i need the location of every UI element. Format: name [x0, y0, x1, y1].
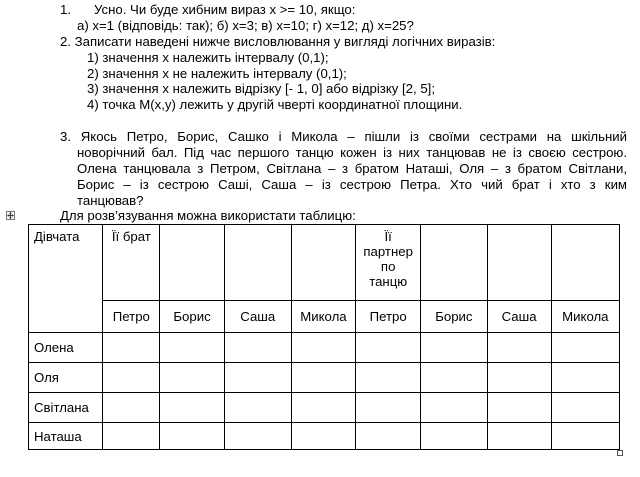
- task3-line-5: танцював?: [77, 193, 144, 208]
- table-cell[interactable]: [551, 333, 619, 363]
- table-cell[interactable]: [421, 393, 487, 423]
- table-cell[interactable]: [291, 393, 355, 423]
- table-cell[interactable]: [103, 423, 160, 450]
- girl-row-label: Світлана: [29, 393, 103, 423]
- empty-header-cell: [487, 225, 551, 301]
- task1-number: 1.: [60, 2, 71, 17]
- table-cell[interactable]: [224, 363, 291, 393]
- girl-row-label: Олена: [29, 333, 103, 363]
- task3-line-4: Борис – із сестрою Саші, Саша – із сестрою Петра. Хто чий брат і хто з ким: [77, 177, 627, 192]
- task2-item-4: 4) точка M(x,y) лежить у другій чверті координатної площини.: [87, 97, 463, 112]
- table-cell[interactable]: [160, 363, 224, 393]
- table-cell[interactable]: [103, 393, 160, 423]
- table-cell[interactable]: [551, 423, 619, 450]
- girl-row-label: Оля: [29, 363, 103, 393]
- table-cell[interactable]: [224, 393, 291, 423]
- table-cell[interactable]: [160, 333, 224, 363]
- move-cross-icon[interactable]: [6, 211, 15, 220]
- table-cell[interactable]: [356, 333, 421, 363]
- boy-header: Саша: [487, 301, 551, 333]
- table-cell[interactable]: [487, 333, 551, 363]
- task2-item-1: 1) значення x належить інтервалу (0,1);: [87, 50, 329, 65]
- table-cell[interactable]: [551, 393, 619, 423]
- boy-header: Петро: [103, 301, 160, 333]
- table-cell[interactable]: [291, 333, 355, 363]
- empty-header-cell: [224, 225, 291, 301]
- table-cell[interactable]: [356, 363, 421, 393]
- boy-header: Борис: [160, 301, 224, 333]
- table-cell[interactable]: [421, 333, 487, 363]
- corner-header: Дівчата: [29, 225, 103, 333]
- table-cell[interactable]: [487, 423, 551, 450]
- table-cell[interactable]: [160, 393, 224, 423]
- task2-item-2: 2) значення x не належить інтервалу (0,1);: [87, 66, 347, 81]
- empty-header-cell: [551, 225, 619, 301]
- task2-item-3: 3) значення x належить відрізку [- 1, 0] або відрізку [2, 5];: [87, 81, 436, 96]
- table-cell[interactable]: [291, 363, 355, 393]
- table-cell[interactable]: [291, 423, 355, 450]
- resize-square-icon[interactable]: [617, 450, 623, 456]
- girl-row-label: Наташа: [29, 423, 103, 450]
- table-cell[interactable]: [487, 393, 551, 423]
- empty-header-cell: [160, 225, 224, 301]
- table-cell[interactable]: [487, 363, 551, 393]
- task2-intro: 2. Записати наведені нижче висловлювання у вигляді логічних виразів:: [60, 34, 496, 49]
- task3-line-1: 3. Якось Петро, Борис, Сашко і Микола – пішли із своїми сестрами на шкільний: [60, 129, 627, 144]
- partner-header: Її партнер по танцю: [356, 225, 421, 301]
- task1-question: Усно. Чи буде хибним вираз x >= 10, якщо:: [94, 2, 356, 17]
- table-cell[interactable]: [356, 393, 421, 423]
- boy-header: Микола: [291, 301, 355, 333]
- brother-header: Її брат: [103, 225, 160, 301]
- table-cell[interactable]: [103, 363, 160, 393]
- solution-table: [28, 224, 620, 450]
- task3-line-2: новорічний бал. Під час першого танцю кожен із них танцював не із своєю сестрою.: [77, 145, 627, 160]
- task3-line-3: Олена танцювала з Петром, Світлана – з братом Наташі, Оля – з братом Світлани,: [77, 161, 627, 176]
- table-cell[interactable]: [224, 423, 291, 450]
- table-cell[interactable]: [421, 363, 487, 393]
- table-cell[interactable]: [551, 363, 619, 393]
- table-cell[interactable]: [160, 423, 224, 450]
- table-cell[interactable]: [103, 333, 160, 363]
- boy-header: Саша: [224, 301, 291, 333]
- task1-options: а) x=1 (відповідь: так); б) x=3; в) x=10; г) x=12; д) x=25?: [77, 18, 414, 33]
- boy-header: Петро: [356, 301, 421, 333]
- empty-header-cell: [421, 225, 487, 301]
- table-cell[interactable]: [224, 333, 291, 363]
- table-intro: Для розв’язування можна використати таблицю:: [60, 208, 356, 223]
- boy-header: Микола: [551, 301, 619, 333]
- table-cell[interactable]: [356, 423, 421, 450]
- table-cell[interactable]: [421, 423, 487, 450]
- boy-header: Борис: [421, 301, 487, 333]
- empty-header-cell: [291, 225, 355, 301]
